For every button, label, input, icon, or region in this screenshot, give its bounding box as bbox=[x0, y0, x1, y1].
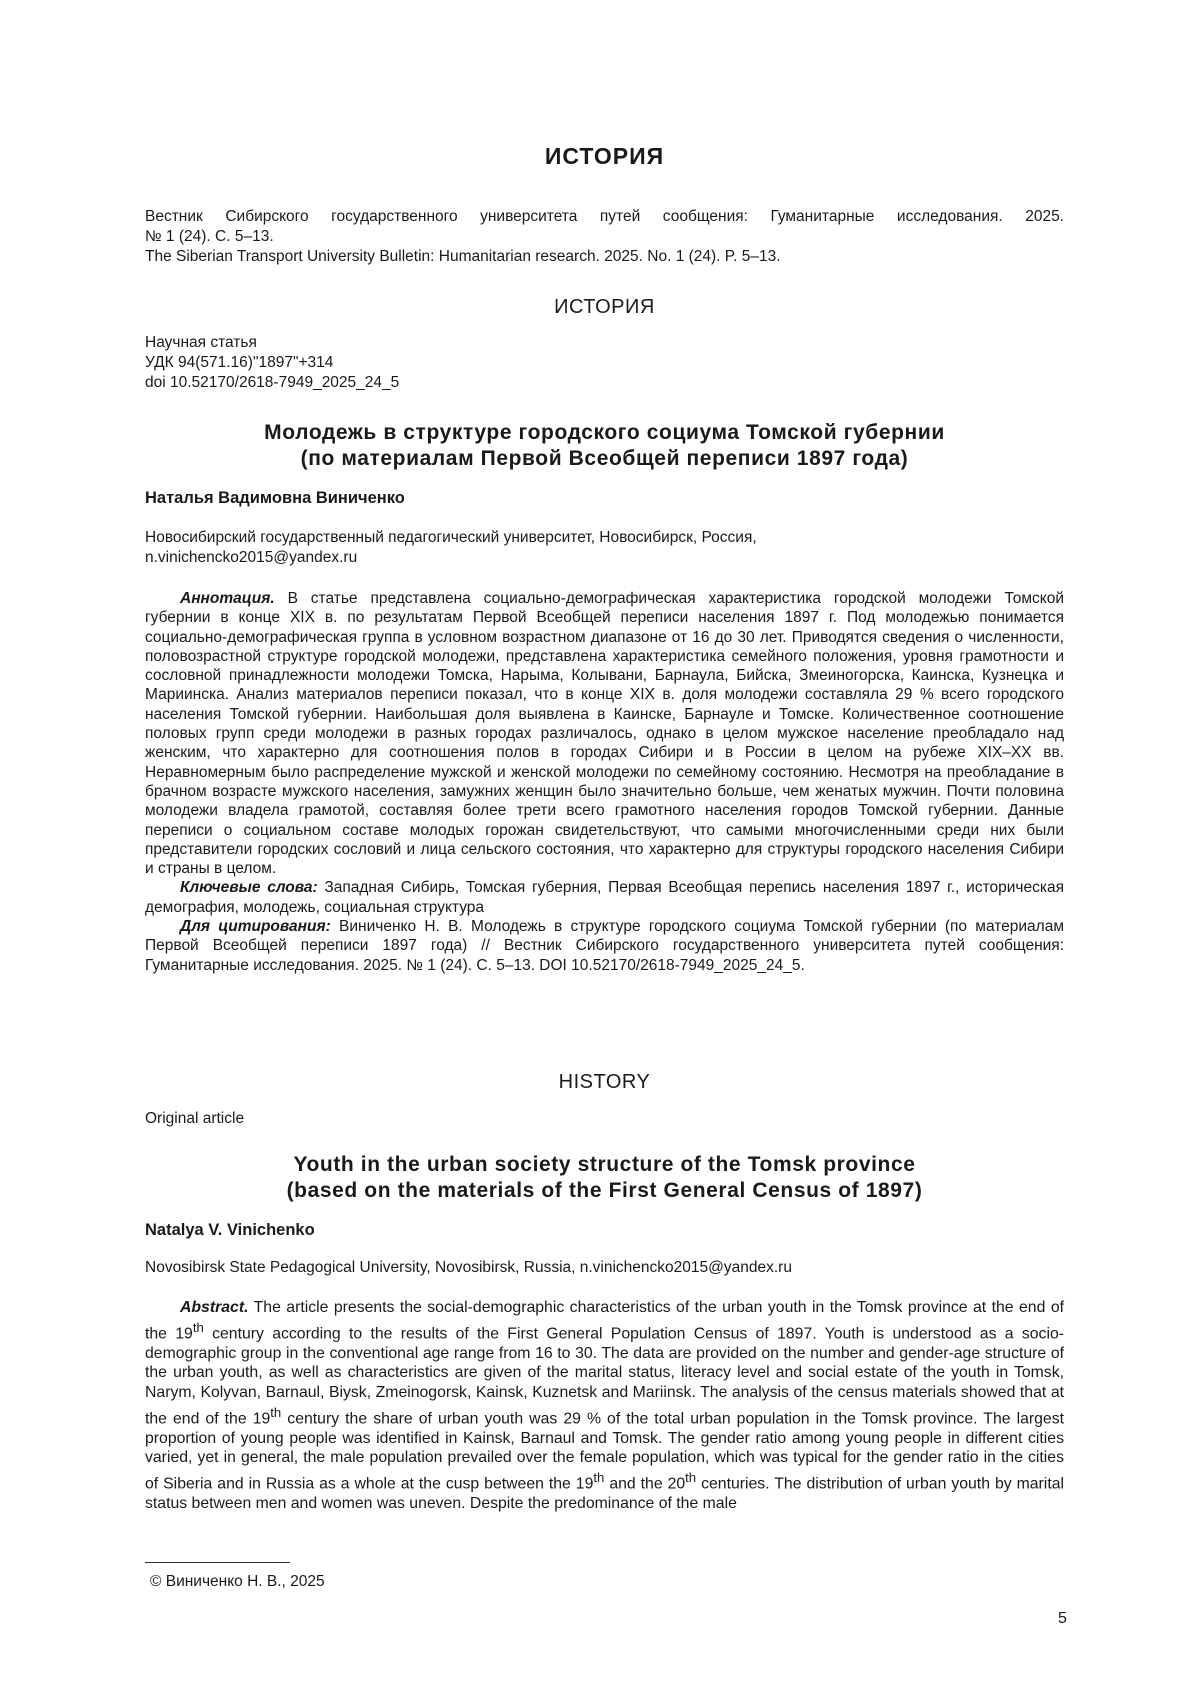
keywords-text: Западная Сибирь, Томская губерния, Первая Всеобщая перепись населения 1897 г., историческая демография, молодежь, социальная структура bbox=[145, 879, 1065, 916]
abstract-label: Abstract. bbox=[180, 1299, 249, 1316]
author-name-ru: Наталья Вадимовна Виниченко bbox=[145, 489, 405, 507]
affiliation-en: Novosibirsk State Pedagogical University, Novosibirsk, Russia, n.vinichencko2015@yandex.ru bbox=[145, 1259, 792, 1276]
page-number: 5 bbox=[1058, 1610, 1067, 1627]
author-email: n.vinichencko2015@yandex.ru bbox=[145, 549, 358, 566]
superscript: th bbox=[593, 1470, 605, 1486]
title-line: Молодежь в структуре городского социума Томской губернии bbox=[264, 421, 945, 444]
doi: doi 10.52170/2618-7949_2025_24_5 bbox=[145, 374, 400, 391]
section-heading-en: HISTORY bbox=[558, 1071, 651, 1093]
superscript: th bbox=[270, 1404, 282, 1420]
footnote-rule bbox=[145, 1562, 290, 1563]
abstract-paragraph bbox=[145, 589, 1064, 878]
abstract-paragraph bbox=[145, 1298, 1064, 1514]
title-line: Youth in the urban society structure of the Tomsk province bbox=[293, 1153, 916, 1176]
journal-info bbox=[145, 207, 1064, 267]
author-name-en: Natalya V. Vinichenko bbox=[145, 1221, 315, 1239]
article-title-en bbox=[145, 1152, 1064, 1204]
abstract-en bbox=[145, 1298, 1064, 1514]
journal-en: The Siberian Transport University Bulletin: Humanitarian research. 2025. No. 1 (24). P. 5–13. bbox=[145, 248, 781, 265]
keywords-paragraph bbox=[145, 878, 1064, 917]
abstract-label: Аннотация. bbox=[180, 590, 275, 607]
abstract-text: century according to the results of the First General Population Census of 1897. Youth is understood as a socio-demographic group in the conventional age range from 16 to 30. The data are provided on the number and gender-age structure of the urban youth, as well as characteristics are given of the marital status, literacy level and social estate of the youth in Tomsk, Narym, Kolyvan, Barnaul, Biysk, Zmeinogorsk, Kainsk, Kuznetsk and Mariinsk. The analysis of the census materials showed that at the end of the 19 bbox=[145, 1324, 1065, 1428]
article-meta bbox=[145, 333, 399, 393]
journal-ru-line2: № 1 (24). С. 5–13. bbox=[145, 228, 274, 245]
superscript: th bbox=[192, 1319, 204, 1335]
abstract-text: The article presents the social-demographic characteristics of the urban youth in the Tomsk province at the end of the 19 bbox=[145, 1299, 1064, 1342]
journal-ru-line1: Вестник Сибирского государственного университета путей сообщения: Гуманитарные исследования. 2025. bbox=[145, 208, 1064, 225]
article-type: Научная статья bbox=[145, 334, 257, 351]
section-heading-ru: ИСТОРИЯ bbox=[554, 296, 655, 318]
citation-label: Для цитирования: bbox=[180, 918, 331, 936]
citation-text: Виниченко Н. В. Молодежь в структуре городского социума Томской губернии (по материалам Первой Всеобщей переписи 1897 года) // Вестник Сибирского государственного университета путей сообщения: Гуманитарные исследования. 2025. № 1 (24). С. 5–13. DOI 10.52170/2618-7949_2025_24_5. bbox=[145, 918, 1064, 974]
keywords-label: Ключевые слова: bbox=[180, 879, 318, 897]
abstract-text: centuries. The distribution of urban youth by marital status between men and women was uneven. Despite the predominance of the male bbox=[145, 1475, 1064, 1513]
affiliation-line: Новосибирский государственный педагогический университет, Новосибирск, Россия, bbox=[145, 529, 757, 546]
superscript: th bbox=[685, 1470, 697, 1486]
article-type-en: Original article bbox=[145, 1110, 245, 1127]
udc-code: УДК 94(571.16)"1897"+314 bbox=[145, 354, 334, 371]
abstract-text: century the share of urban youth was 29 % of the total urban population in the Tomsk province. The largest proportion of young people was identified in Kainsk, Barnaul and Tomsk. The gender ratio among young people in different cities varied, yet in general, the male population prevailed over the female population, which was typical for the gender ratio in the cities of Siberia and in Russia as a whole at the cusp between the 19 bbox=[145, 1410, 1065, 1493]
title-line: (по материалам Первой Всеобщей переписи 1897 года) bbox=[300, 447, 909, 470]
abstract-text: В статье представлена социально-демографическая характеристика городской молодежи Томской губернии в конце XIX в. по результатам Первой Всеобщей переписи населения 1897 г. Под молодежью понимается социально-демографическая группа в условном возрастном диапазоне от 16 до 30 лет. Приводятся сведения о численности, половозрастной структуре городской молодежи, представлена характеристика семейного положения, уровня грамотности и сословной принадлежности молодежи Томска, Нарыма, Колывани, Барнаула, Бийска, Змеиногорска, Каинска, Кузнецка и Мариинска. Анализ материалов переписи показал, что в конце XIX в. доля молодежи составляла 29 % всего городского населения Томской губернии. Наибольшая доля выявлена в Каинске, Барнауле и Томске. Количественное соотношение половых групп среди молодежи в разных городах различалось, однако в целом мужское население преобладало над женским, что характерно для соотношения полов в городах Сибири и в России в целом на рубеже XIX–XX вв. Неравномерным было распределение мужской и женской молодежи по семейному состоянию. Несмотря на преобладание в брачном возрасте мужского населения, замужних женщин было значительно больше, чем женатых мужчин. Почти половина молодежи владела грамотой, составляя более трети всего грамотного населения городов Томской губернии. Данные переписи о социальном составе молодых горожан свидетельствуют, что самыми многочисленными среди них были представители городских сословий и лица сельского состояния, что характерно для структуры городского населения Сибири и страны в целом. bbox=[145, 590, 1064, 878]
abstract-text: and the 20 bbox=[604, 1475, 686, 1493]
article-title-ru bbox=[145, 420, 1064, 472]
affiliation-ru bbox=[145, 528, 1064, 568]
title-line: (based on the materials of the First General Census of 1897) bbox=[286, 1179, 923, 1202]
abstract-ru bbox=[145, 589, 1064, 975]
citation-paragraph bbox=[145, 917, 1064, 975]
copyright-note: © Виниченко Н. В., 2025 bbox=[150, 1573, 325, 1590]
section-heading-top: ИСТОРИЯ bbox=[544, 143, 665, 169]
